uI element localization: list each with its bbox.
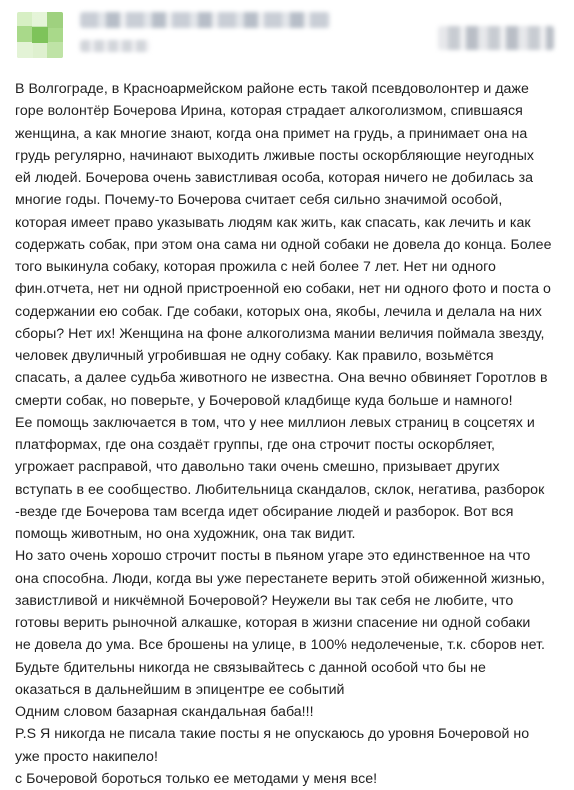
- post-text-line: которая имеет право указывать людям как жить, как спасать, как лечить и как: [15, 214, 531, 231]
- post-text-line: горе волонтёр Бочерова Ирина, которая страдает алкоголизмом, спившаяся: [15, 103, 523, 120]
- post-text-line: сборы? Нет их! Женщина на фоне алкоголизма мании величия поймала звезду,: [15, 325, 545, 342]
- post-text-line: завистливой и никчёмной Бочеровой? Неужели вы так себя не любите, что: [15, 592, 514, 609]
- post-text-line: фин.отчета, нет ни одной пристроенной ею собаки, нет ни одного фото и поста о: [15, 281, 551, 298]
- post-text-line: Будьте бдительны никогда не связывайтесь с данной особой что бы не: [15, 659, 486, 676]
- post-text-line: она способна. Люди, когда вы уже перестанете верить этой обиженной жизнью,: [15, 570, 545, 587]
- post-text-line: Ее помощь заключается в том, что у нее миллион левых страниц в соцсетях и: [15, 414, 535, 431]
- post-text-line: вступать в ее сообщество. Любительница скандалов, склок, негатива, разборок: [15, 481, 545, 498]
- post-text-line: женщина, а как многие знают, когда она примет на грудь, а принимает она на: [15, 125, 528, 142]
- post-date-redacted[interactable]: [80, 40, 150, 52]
- post-text-line: угрожает расправой, что давольно таки очень смешно, призывает других: [15, 459, 500, 476]
- post-text: [15, 78, 567, 790]
- post-text-line: -везде где Бочерова там всегда идет обсирание людей и разборок. Вот вся: [15, 503, 514, 520]
- post-text-line: платформах, где она создаёт группы, где она строчит посты оскорбляет,: [15, 437, 496, 453]
- post-text-line: Одним словом базарная скандальная баба!!!: [15, 704, 314, 720]
- post-text-line: содержать собак, при этом она сама ни одной собаки не довела до конца. Более: [15, 236, 552, 253]
- post-header: [0, 0, 574, 72]
- post-text-line: спасать, а далее судьба животного не известна. Она вечно обвиняет Горотлов в: [15, 370, 548, 387]
- post-text-line: с Бочеровой бороться только ее методами у меня все!: [15, 770, 378, 787]
- post-text-line: человек двуличный угробившая не одну собаку. Как правило, возьмётся: [15, 348, 494, 364]
- post-text-line: ей людей. Бочерова очень завистливая особа, которая ничего не добилась за: [15, 170, 534, 186]
- post-text-line: многие годы. Почему-то Бочерова считает себя сильно значимой особой,: [15, 192, 503, 209]
- post-text-line: P.S Я никогда не писала такие посты я не опускаюсь до уровня Бочеровой но: [15, 726, 530, 743]
- header-meta-redacted: [438, 26, 554, 50]
- post-text-line: В Волгограде, в Красноармейском районе есть такой псевдоволонтер и даже: [15, 81, 529, 97]
- post-text-line: помощь животным, но она художник, она так видит.: [15, 526, 356, 542]
- post-text-line: Но зато очень хорошо строчит посты в пьяном угаре это единственное на что: [15, 548, 531, 565]
- post-text-line: не довела до ума. Все брошены на улице, в 100% недолеченые, т.к. сборов нет.: [15, 637, 545, 654]
- author-avatar[interactable]: [17, 12, 63, 58]
- post-text-line: содержании ею собак. Где собаки, которых она, якобы, лечила и делала на них: [15, 303, 542, 320]
- post-text-line: готовы верить рыночной алкашке, которая в жизни спасение ни одной собаки: [15, 615, 531, 631]
- post-text-line: грудь регулярно, начинают выходить лживые посты оскорбляющие неугодных: [15, 147, 534, 164]
- post-text-line: оказаться в дальнейшим в эпицентре ее событий: [15, 681, 345, 698]
- author-name-redacted[interactable]: [80, 12, 330, 28]
- post-text-line: смерти собак, но поверьте, у Бочеровой кладбище куда больше и намного!: [15, 392, 513, 409]
- post-text-line: того выкинула собаку, которая прожила с ней более 7 лет. Нет ни одного: [15, 259, 496, 275]
- post-text-line: уже просто накипело!: [15, 748, 158, 765]
